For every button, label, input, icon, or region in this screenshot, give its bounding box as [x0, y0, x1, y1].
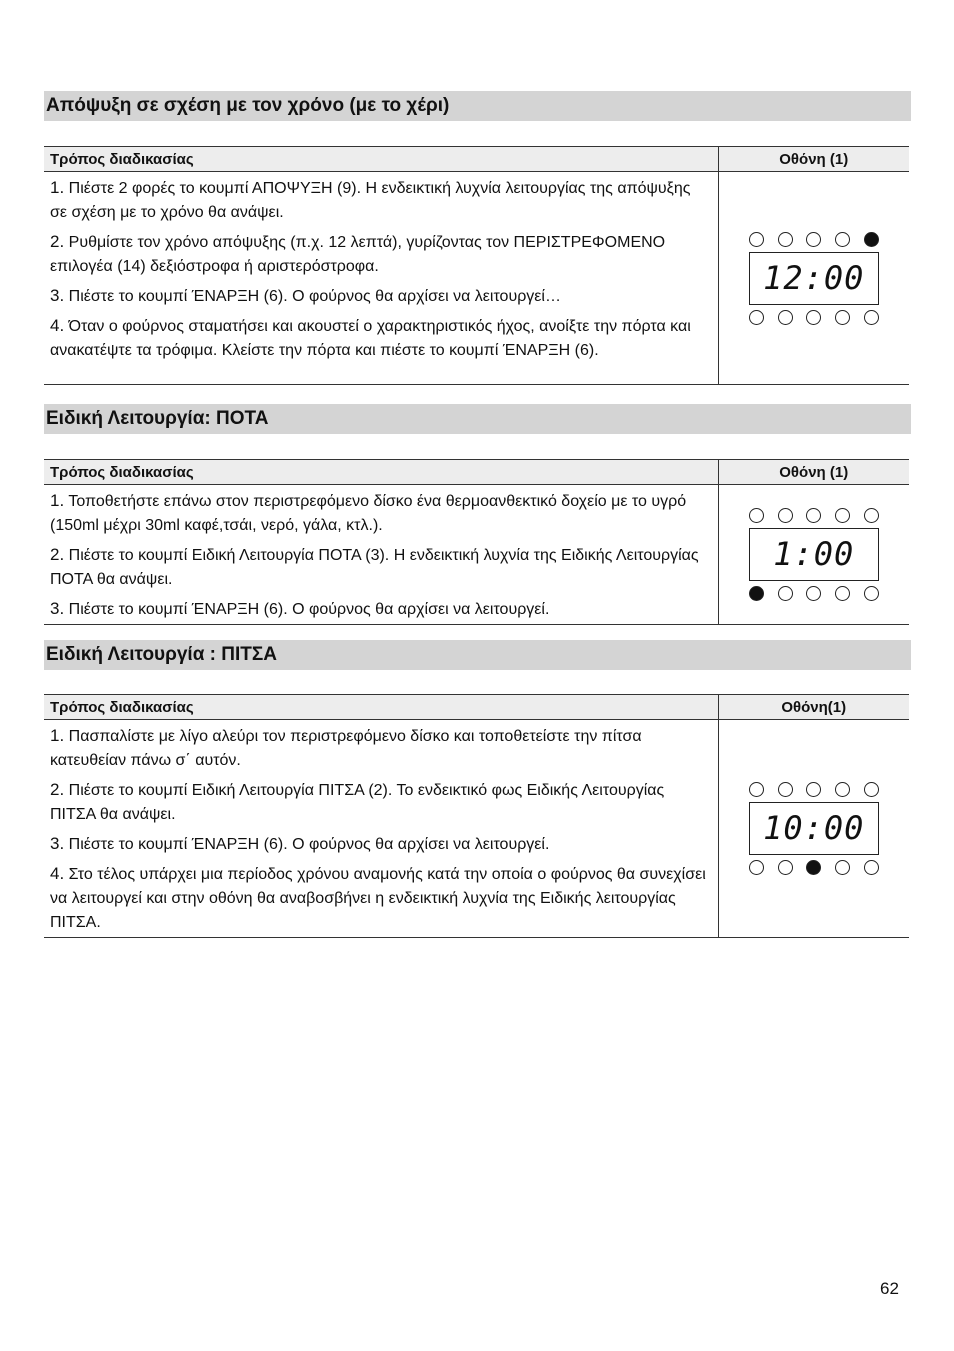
- indicator-led-off: [749, 310, 764, 325]
- lcd-time-display: 1:00: [749, 528, 879, 581]
- steps-cell: [44, 720, 718, 938]
- indicator-led-off: [835, 586, 850, 601]
- indicator-led-off: [864, 860, 879, 875]
- indicator-led-off: [864, 586, 879, 601]
- indicator-led-row-bottom: [749, 860, 879, 875]
- indicator-led-off: [778, 860, 793, 875]
- indicator-led-row-top: [749, 782, 879, 797]
- oven-display-panel: [749, 782, 879, 875]
- indicator-led-off: [835, 508, 850, 523]
- step-item: 3. Πιέστε το κουμπί ΈΝΑΡΞΗ (6). Ο φούρνος θα αρχίσει να λειτουργεί.: [50, 834, 550, 853]
- column-header-procedure: Τρόπος διαδικασίας: [44, 147, 718, 172]
- section-title-defrost: Απόψυξη σε σχέση με τον χρόνο (με το χέρι): [44, 91, 911, 121]
- procedure-table-drinks: [44, 459, 909, 625]
- column-header-display: Οθόνη(1): [718, 695, 909, 720]
- step-item: 1. Πιέστε 2 φορές το κουμπί ΑΠΟΨΥΞΗ (9). Η ενδεικτική λυχνία λειτουργίας της απόψυξης σε σχέση με το χρόνο θα ανάψει.: [50, 178, 691, 221]
- indicator-led-off: [864, 782, 879, 797]
- indicator-led-row-top: [749, 232, 879, 247]
- indicator-led-off: [835, 860, 850, 875]
- indicator-led-off: [749, 860, 764, 875]
- indicator-led-off: [806, 586, 821, 601]
- step-item: 3. Πιέστε το κουμπί ΈΝΑΡΞΗ (6). Ο φούρνος θα αρχίσει να λειτουργεί…: [50, 286, 561, 305]
- indicator-led-row-bottom: [749, 586, 879, 601]
- indicator-led-off: [835, 232, 850, 247]
- indicator-led-off: [806, 310, 821, 325]
- oven-display-panel: [749, 232, 879, 325]
- display-cell: [718, 172, 909, 385]
- indicator-led-off: [778, 508, 793, 523]
- indicator-led-off: [806, 782, 821, 797]
- lcd-time-display: 12:00: [749, 252, 879, 305]
- display-cell: [718, 485, 909, 625]
- column-header-procedure: Τρόπος διαδικασίας: [44, 695, 718, 720]
- steps-cell: [44, 172, 718, 385]
- indicator-led-off: [778, 310, 793, 325]
- indicator-led-off: [778, 586, 793, 601]
- indicator-led-off: [749, 232, 764, 247]
- indicator-led-off: [806, 508, 821, 523]
- indicator-led-on: [806, 860, 821, 875]
- steps-cell: [44, 485, 718, 625]
- step-item: 2. Πιέστε το κουμπί Ειδική Λειτουργία ΠΟΤΑ (3). Η ενδεικτική λυχνία της Ειδικής Λειτουργίας ΠΟΤΑ θα ανάψει.: [50, 545, 699, 588]
- step-item: 1. Τοποθετήστε επάνω στον περιστρεφόμενο δίσκο ένα θερμοανθεκτικό δοχείο με το υγρό (150ml μέχρι 30ml καφέ,τσάι, νερό, γάλα, κτλ.).: [50, 491, 687, 534]
- indicator-led-on: [864, 232, 879, 247]
- column-header-display: Οθόνη (1): [718, 147, 909, 172]
- column-header-display: Οθόνη (1): [718, 460, 909, 485]
- indicator-led-row-bottom: [749, 310, 879, 325]
- column-header-procedure: Τρόπος διαδικασίας: [44, 460, 718, 485]
- indicator-led-off: [778, 232, 793, 247]
- procedure-table-pizza: [44, 694, 909, 938]
- step-item: 4. Στο τέλος υπάρχει μια περίοδος χρόνου αναμονής κατά την οποία ο φούρνος θα συνεχίσει να λειτουργεί και στην οθόνη θα αναβοσβήνει η ενδεικτική λυχνία της Ειδικής λειτουργίας ΠΙΤΣΑ.: [50, 864, 706, 931]
- indicator-led-off: [749, 782, 764, 797]
- step-item: 1. Πασπαλίστε με λίγο αλεύρι τον περιστρεφόμενο δίσκο και τοποθετείστε την πίτσα κατευθείαν πάνω σ΄ αυτόν.: [50, 726, 642, 769]
- indicator-led-off: [749, 508, 764, 523]
- step-item: 4. Όταν ο φούρνος σταματήσει και ακουστεί ο χαρακτηριστικός ήχος, ανοίξτε την πόρτα και ανακατέψτε τα τρόφιμα. Κλείστε την πόρτα και πιέστε το κουμπί ΈΝΑΡΞΗ (6).: [50, 316, 691, 359]
- step-item: 3. Πιέστε το κουμπί ΈΝΑΡΞΗ (6). Ο φούρνος θα αρχίσει να λειτουργεί.: [50, 599, 550, 618]
- section-title-drinks: Ειδική Λειτουργία: ΠΟΤΑ: [44, 404, 911, 434]
- step-item: 2. Ρυθμίστε τον χρόνο απόψυξης (π.χ. 12 λεπτά), γυρίζοντας τον ΠΕΡΙΣΤΡΕΦΟΜΕΝΟ επιλογέα (14) δεξιόστροφα ή αριστερόστροφα.: [50, 232, 666, 275]
- step-item: 2. Πιέστε το κουμπί Ειδική Λειτουργία ΠΙΤΣΑ (2). Το ενδεικτικό φως Ειδικής Λειτουργίας ΠΙΤΣΑ θα ανάψει.: [50, 780, 665, 823]
- indicator-led-off: [835, 310, 850, 325]
- indicator-led-off: [806, 232, 821, 247]
- lcd-time-display: 10:00: [749, 802, 879, 855]
- page-number: 62: [880, 1279, 899, 1298]
- indicator-led-row-top: [749, 508, 879, 523]
- indicator-led-on: [749, 586, 764, 601]
- indicator-led-off: [864, 508, 879, 523]
- indicator-led-off: [864, 310, 879, 325]
- procedure-table-defrost: [44, 146, 909, 385]
- oven-display-panel: [749, 508, 879, 601]
- display-cell: [718, 720, 909, 938]
- indicator-led-off: [778, 782, 793, 797]
- section-title-pizza: Ειδική Λειτουργία : ΠΙΤΣΑ: [44, 640, 911, 670]
- indicator-led-off: [835, 782, 850, 797]
